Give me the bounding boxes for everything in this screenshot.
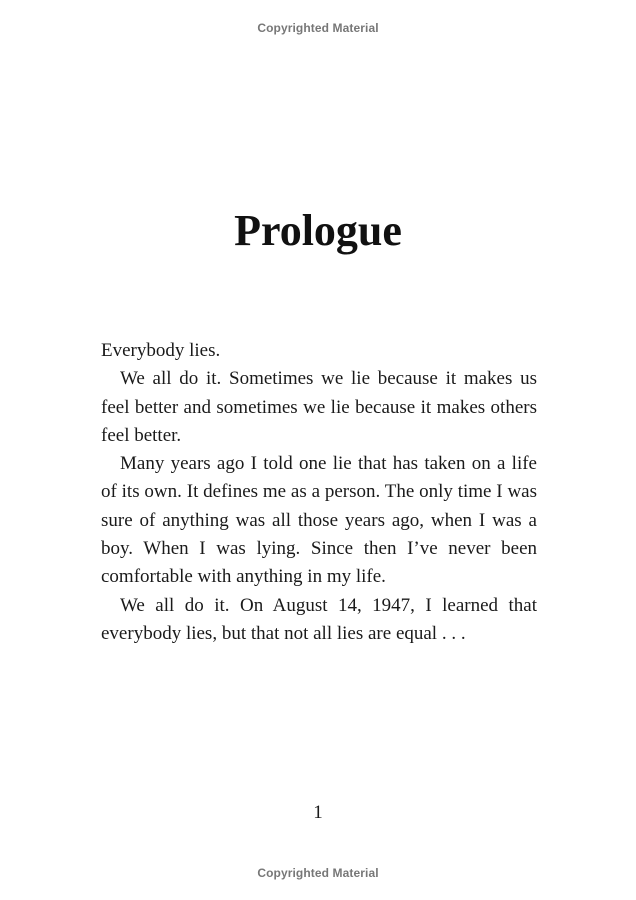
page-number: 1: [313, 802, 323, 823]
paragraph-4: We all do it. On August 14, 1947, I learned that everybody lies, but that not all lies are equal . . .: [101, 594, 537, 644]
copyright-watermark-top: Copyrighted Material: [257, 21, 379, 35]
paragraph-3: Many years ago I told one lie that has taken on a life of its own. It defines me as a person. The only time I was sure of anything was all those years ago, when I was a boy. When I was lying. Since then I’ve never been comfortable with anything in my life.: [101, 453, 537, 588]
chapter-body: [101, 337, 537, 648]
paragraph-1: Everybody lies.: [101, 340, 221, 361]
copyright-watermark-bottom: Copyrighted Material: [257, 866, 379, 880]
chapter-title: Prologue: [234, 206, 402, 256]
paragraph-2: We all do it. Sometimes we lie because it makes us feel better and sometimes we lie because it makes others feel better.: [101, 368, 537, 446]
